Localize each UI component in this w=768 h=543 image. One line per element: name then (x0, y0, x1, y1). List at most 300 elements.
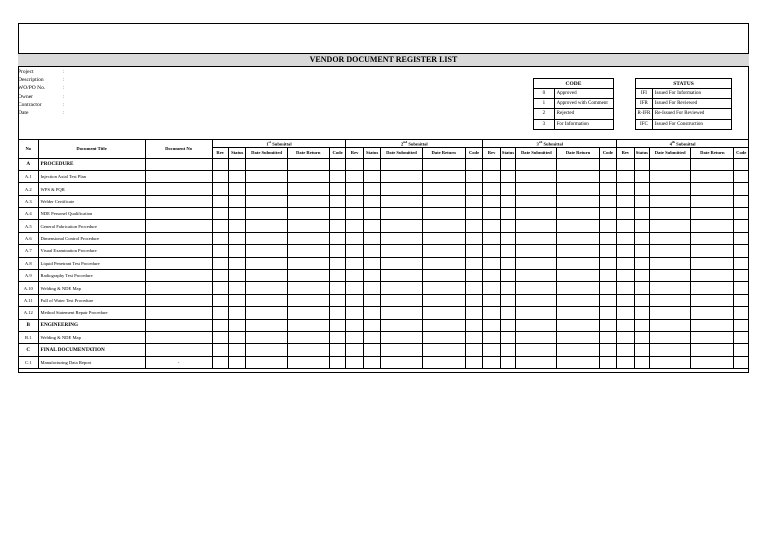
submittal-cell (500, 257, 515, 269)
submittal-cell (422, 208, 465, 220)
submittal-cell (212, 257, 228, 269)
submittal-cell (516, 158, 557, 170)
row-document-no (145, 257, 212, 269)
row-document-no (145, 344, 212, 356)
subcolumn-header: Rev (483, 147, 501, 158)
submittal-cell (228, 158, 246, 170)
submittal-cell (363, 158, 381, 170)
row-number: A.3 (19, 195, 39, 207)
submittal-cell (212, 294, 228, 306)
status-legend-header: STATUS (636, 79, 732, 89)
submittal-cell (287, 319, 329, 331)
submittal-cell (650, 208, 691, 220)
submittal-cell (500, 344, 515, 356)
row-number: A.9 (19, 270, 39, 282)
info-separator: : (63, 85, 65, 92)
submittal-cell (500, 294, 515, 306)
submittal-cell (287, 195, 329, 207)
submittal-cell (381, 170, 422, 182)
submittal-cell (516, 245, 557, 257)
row-document-no (145, 270, 212, 282)
submittal-cell (599, 332, 617, 344)
row-document-no (145, 319, 212, 331)
legend-code: 1 (534, 99, 555, 109)
submittal-cell (634, 208, 649, 220)
submittal-cell (650, 195, 691, 207)
submittal-cell (329, 294, 346, 306)
submittal-cell (363, 220, 381, 232)
submittal-cell (599, 344, 617, 356)
column-header-document-title: Document Title (38, 140, 145, 159)
submittal-cell (465, 344, 483, 356)
submittal-cell (734, 270, 749, 282)
row-number: A.2 (19, 183, 39, 195)
submittal-cell (381, 183, 422, 195)
row-number: A.12 (19, 307, 39, 319)
submittal-cell (557, 294, 599, 306)
submittal-cell (500, 319, 515, 331)
submittal-cell (599, 294, 617, 306)
submittal-cell (516, 332, 557, 344)
submittal-cell (422, 270, 465, 282)
submittal-cell (381, 270, 422, 282)
submittal-cell (465, 332, 483, 344)
submittal-cell (465, 356, 483, 368)
legend-row (534, 109, 614, 119)
submittal-cell (691, 282, 734, 294)
row-document-title: Injection Axial Test Plan (38, 170, 145, 182)
submittal-cell (381, 220, 422, 232)
submittal-cell (634, 170, 649, 182)
submittal-cell (346, 208, 364, 220)
submittal-cell (363, 307, 381, 319)
submittal-cell (634, 195, 649, 207)
table-row (19, 356, 749, 368)
info-label: Owner (18, 93, 33, 100)
submittal-cell (691, 319, 734, 331)
legend-code: 2 (534, 109, 555, 119)
info-separator: : (63, 109, 65, 116)
submittal-cell (691, 183, 734, 195)
submittal-cell (465, 232, 483, 244)
submittal-cell (363, 232, 381, 244)
submittal-cell (557, 282, 599, 294)
row-document-title: FINAL DOCUMENTATION (38, 344, 145, 356)
row-document-title: Visual Examination Procedure (38, 245, 145, 257)
submittal-cell (617, 183, 635, 195)
submittal-number: 4 (669, 141, 672, 147)
row-number: A.11 (19, 294, 39, 306)
row-document-title: Welding & NDE Map (38, 282, 145, 294)
status-legend-table (635, 78, 732, 130)
submittal-cell (363, 294, 381, 306)
submittal-cell (246, 183, 287, 195)
row-number: A (19, 158, 39, 170)
submittal-cell (650, 344, 691, 356)
submittal-cell (500, 307, 515, 319)
submittal-cell (346, 307, 364, 319)
info-row (18, 76, 73, 84)
submittal-cell (329, 282, 346, 294)
submittal-label: Submittal (408, 141, 428, 147)
submittal-cell (287, 344, 329, 356)
submittal-cell (212, 170, 228, 182)
submittal-cell (557, 257, 599, 269)
submittal-cell (329, 332, 346, 344)
row-number: A.6 (19, 232, 39, 244)
submittal-cell (422, 356, 465, 368)
submittal-label: Submittal (543, 141, 563, 147)
submittal-cell (465, 220, 483, 232)
info-label: WO/PO No. (18, 85, 46, 92)
submittal-cell (465, 282, 483, 294)
table-row (19, 270, 749, 282)
submittal-cell (557, 208, 599, 220)
submittal-cell (599, 307, 617, 319)
submittal-cell (287, 356, 329, 368)
submittal-cell (381, 319, 422, 331)
info-row (18, 101, 73, 109)
submittal-cell (329, 245, 346, 257)
submittal-cell (734, 245, 749, 257)
table-row (19, 332, 749, 344)
row-number: A.5 (19, 220, 39, 232)
row-document-no: - (145, 356, 212, 368)
submittal-cell (363, 356, 381, 368)
row-document-no (145, 332, 212, 344)
submittal-cell (346, 332, 364, 344)
info-separator: : (63, 101, 65, 108)
submittal-cell (634, 356, 649, 368)
submittal-cell (228, 319, 246, 331)
submittal-cell (516, 257, 557, 269)
submittal-cell (212, 332, 228, 344)
submittal-cell (363, 332, 381, 344)
info-row (18, 109, 73, 117)
submittal-cell (634, 344, 649, 356)
section-row (19, 319, 749, 331)
submittal-cell (617, 282, 635, 294)
submittal-cell (346, 195, 364, 207)
submittal-cell (363, 257, 381, 269)
submittal-cell (500, 282, 515, 294)
submittal-cell (734, 170, 749, 182)
submittal-cell (346, 170, 364, 182)
subcolumn-header: Code (465, 147, 483, 158)
submittal-cell (650, 245, 691, 257)
submittal-cell (734, 183, 749, 195)
submittal-cell (734, 220, 749, 232)
submittal-cell (287, 158, 329, 170)
submittal-cell (557, 220, 599, 232)
submittal-cell (465, 294, 483, 306)
info-row (18, 68, 73, 76)
submittal-cell (212, 356, 228, 368)
submittal-cell (329, 220, 346, 232)
legend-description: Approved (554, 89, 613, 99)
submittal-cell (212, 158, 228, 170)
subcolumn-header: Rev (212, 147, 228, 158)
table-row (19, 183, 749, 195)
subcolumn-header: Date Return (557, 147, 599, 158)
row-number: A.4 (19, 208, 39, 220)
submittal-cell (557, 245, 599, 257)
legend-row (636, 119, 732, 129)
submittal-cell (228, 282, 246, 294)
section-row (19, 344, 749, 356)
submittal-cell (246, 356, 287, 368)
submittal-cell (483, 170, 501, 182)
submittal-cell (691, 158, 734, 170)
submittal-cell (212, 220, 228, 232)
submittal-cell (329, 344, 346, 356)
legend-code: 0 (534, 89, 555, 99)
submittal-cell (329, 232, 346, 244)
submittal-cell (329, 170, 346, 182)
info-label: Date (18, 109, 29, 116)
submittal-cell (483, 158, 501, 170)
subcolumn-header: Status (634, 147, 649, 158)
table-row (19, 208, 749, 220)
submittal-cell (363, 344, 381, 356)
submittal-cell (212, 245, 228, 257)
submittal-cell (599, 208, 617, 220)
submittal-cell (734, 294, 749, 306)
submittal-cell (228, 245, 246, 257)
submittal-cell (617, 158, 635, 170)
project-info-block (18, 68, 73, 117)
submittal-cell (465, 270, 483, 282)
submittal-cell (650, 282, 691, 294)
submittal-cell (634, 232, 649, 244)
submittal-cell (246, 208, 287, 220)
row-document-no (145, 208, 212, 220)
submittal-cell (483, 307, 501, 319)
submittal-cell (691, 344, 734, 356)
submittal-cell (228, 220, 246, 232)
subcolumn-header: Date Submitted (650, 147, 691, 158)
submittal-cell (650, 307, 691, 319)
submittal-cell (650, 332, 691, 344)
submittal-cell (212, 307, 228, 319)
row-document-no (145, 170, 212, 182)
submittal-cell (483, 257, 501, 269)
submittal-cell (557, 307, 599, 319)
row-number: A.7 (19, 245, 39, 257)
submittal-cell (617, 356, 635, 368)
submittal-cell (246, 170, 287, 182)
submittal-cell (212, 183, 228, 195)
column-header-no: No (19, 140, 39, 159)
submittal-cell (287, 294, 329, 306)
submittal-cell (734, 257, 749, 269)
submittal-cell (363, 319, 381, 331)
submittal-cell (329, 208, 346, 220)
submittal-cell (634, 183, 649, 195)
submittal-cell (516, 356, 557, 368)
submittal-cell (228, 232, 246, 244)
submittal-cell (634, 245, 649, 257)
submittal-cell (465, 319, 483, 331)
row-number: A.8 (19, 257, 39, 269)
submittal-cell (363, 170, 381, 182)
submittal-cell (287, 208, 329, 220)
submittal-cell (734, 319, 749, 331)
page-title: VENDOR DOCUMENT REGISTER LIST (18, 53, 749, 67)
row-document-no (145, 158, 212, 170)
submittal-cell (246, 270, 287, 282)
submittal-number: 3 (536, 141, 539, 147)
submittal-label: Submittal (676, 141, 696, 147)
row-document-title: NDE Personel Qualification (38, 208, 145, 220)
subcolumn-header: Rev (617, 147, 635, 158)
submittal-cell (617, 270, 635, 282)
submittal-cell (329, 270, 346, 282)
submittal-cell (599, 356, 617, 368)
subcolumn-header: Rev (346, 147, 364, 158)
submittal-cell (346, 356, 364, 368)
legend-description: Issued For Construction (652, 119, 731, 129)
legend-row (534, 99, 614, 109)
submittal-cell (599, 195, 617, 207)
subcolumn-header: Status (500, 147, 515, 158)
submittal-cell (516, 307, 557, 319)
row-document-title: Method Statement Repair Procedure (38, 307, 145, 319)
submittal-cell (557, 332, 599, 344)
info-row (18, 93, 73, 101)
submittal-cell (734, 195, 749, 207)
submittal-cell (557, 195, 599, 207)
code-legend-header: CODE (534, 79, 614, 89)
submittal-cell (422, 319, 465, 331)
submittal-cell (516, 344, 557, 356)
submittal-cell (346, 232, 364, 244)
submittal-cell (346, 294, 364, 306)
submittal-cell (500, 220, 515, 232)
submittal-cell (734, 332, 749, 344)
row-number: A.1 (19, 170, 39, 182)
submittal-cell (599, 158, 617, 170)
row-number: B (19, 319, 39, 331)
subcolumn-header: Code (599, 147, 617, 158)
submittal-cell (381, 245, 422, 257)
submittal-cell (381, 307, 422, 319)
submittal-cell (617, 319, 635, 331)
submittal-cell (329, 356, 346, 368)
submittal-cell (617, 170, 635, 182)
submittal-cell (617, 245, 635, 257)
subcolumn-header: Date Return (422, 147, 465, 158)
submittal-cell (634, 307, 649, 319)
submittal-cell (287, 307, 329, 319)
submittal-cell (650, 270, 691, 282)
row-document-title: Dimensional Control Procedure (38, 232, 145, 244)
info-label: Description (18, 77, 44, 84)
submittal-cell (422, 195, 465, 207)
submittal-cell (691, 356, 734, 368)
document-register-table (18, 139, 749, 369)
submittal-cell (634, 257, 649, 269)
legend-description: Rejected (554, 109, 613, 119)
submittal-cell (516, 170, 557, 182)
row-document-no (145, 183, 212, 195)
submittal-cell (212, 232, 228, 244)
submittal-cell (691, 232, 734, 244)
submittal-cell (617, 208, 635, 220)
row-document-title: Manufacturing Data Report (38, 356, 145, 368)
submittal-cell (500, 183, 515, 195)
submittal-cell (346, 245, 364, 257)
submittal-cell (465, 195, 483, 207)
submittal-cell (483, 319, 501, 331)
table-row (19, 220, 749, 232)
submittal-cell (228, 356, 246, 368)
submittal-cell (246, 158, 287, 170)
submittal-cell (734, 344, 749, 356)
submittal-cell (500, 332, 515, 344)
submittal-cell (650, 220, 691, 232)
submittal-cell (246, 332, 287, 344)
submittal-cell (516, 220, 557, 232)
table-row (19, 294, 749, 306)
submittal-cell (500, 208, 515, 220)
submittal-cell (634, 319, 649, 331)
submittal-cell (228, 170, 246, 182)
submittal-cell (483, 294, 501, 306)
legend-description: Issued For Reviewed (652, 99, 731, 109)
submittal-cell (483, 282, 501, 294)
submittal-cell (246, 307, 287, 319)
row-document-no (145, 294, 212, 306)
submittal-ordinal: th (671, 140, 675, 144)
submittal-group-header (617, 140, 749, 148)
submittal-cell (246, 245, 287, 257)
submittal-cell (329, 195, 346, 207)
legend-description: For Information (554, 119, 613, 129)
info-separator: : (63, 69, 65, 75)
submittal-cell (634, 220, 649, 232)
submittal-cell (516, 232, 557, 244)
legend-row (534, 119, 614, 129)
legend-description: Approved with Comment (554, 99, 613, 109)
submittal-cell (287, 282, 329, 294)
submittal-cell (557, 356, 599, 368)
submittal-cell (650, 158, 691, 170)
submittal-cell (246, 319, 287, 331)
submittal-cell (599, 319, 617, 331)
submittal-group-header (212, 140, 346, 148)
submittal-cell (246, 195, 287, 207)
subcolumn-header: Code (734, 147, 749, 158)
submittal-cell (734, 158, 749, 170)
submittal-cell (246, 232, 287, 244)
info-separator: : (63, 93, 65, 100)
legend-code: 3 (534, 119, 555, 129)
submittal-cell (734, 282, 749, 294)
table-row (19, 170, 749, 182)
row-document-no (145, 245, 212, 257)
submittal-cell (346, 270, 364, 282)
subcolumn-header: Code (329, 147, 346, 158)
submittal-cell (422, 170, 465, 182)
submittal-cell (557, 270, 599, 282)
submittal-cell (691, 195, 734, 207)
table-row (19, 307, 749, 319)
legend-code: IFC (636, 119, 653, 129)
row-number: A.10 (19, 282, 39, 294)
submittal-cell (557, 319, 599, 331)
submittal-cell (617, 195, 635, 207)
